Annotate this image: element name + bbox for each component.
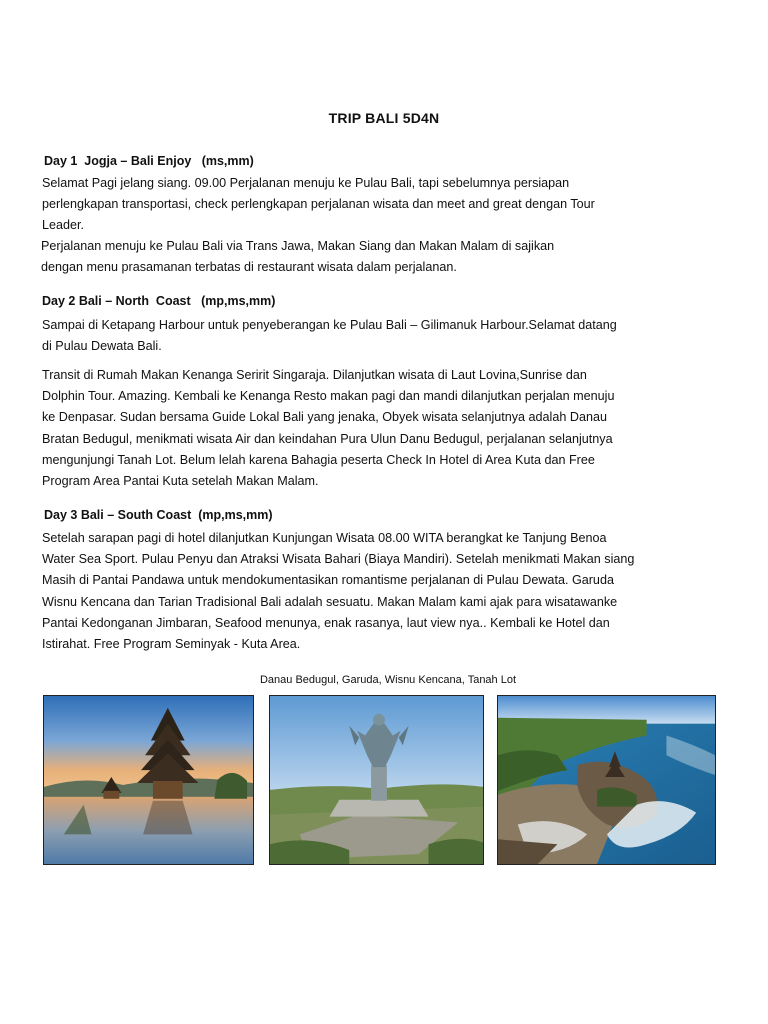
text-line: Perjalanan menuju ke Pulau Bali via Trans Jawa, Makan Siang dan Makan Malam di sajikan	[41, 239, 555, 253]
text-line: dengan menu prasamanan terbatas di restaurant wisata dalam perjalanan.	[41, 260, 457, 275]
day-2-paragraph-2	[42, 365, 622, 492]
day-1-paragraph-2	[41, 236, 621, 278]
text-line: Sampai di Ketapang Harbour untuk penyeberangan ke Pulau Bali – Gilimanuk Harbour.Selamat datang	[42, 318, 617, 332]
text-line: mengunjungi Tanah Lot. Belum lelah karena Bahagia peserta Check In Hotel di Area Kuta dan Free	[42, 452, 595, 467]
page-title: TRIP BALI 5D4N	[328, 110, 440, 126]
text-line: di Pulau Dewata Bali.	[42, 339, 162, 354]
text-line: perlengkapan transportasi, check perlengkapan perjalanan wisata dan meet and great dengan Tour	[42, 197, 595, 212]
text-line: Selamat Pagi jelang siang. 09.00 Perjalanan menuju ke Pulau Bali, tapi sebelumnya persiapan	[42, 176, 570, 190]
text-line: Pantai Kedonganan Jimbaran, Seafood menunya, enak rasanya, laut view nya.. Kembali ke Hotel dan	[42, 615, 610, 630]
day-3-heading: Day 3 Bali – South Coast (mp,ms,mm)	[44, 508, 273, 522]
day-1-paragraph-1	[42, 173, 632, 237]
text-line: Leader.	[42, 218, 85, 233]
day-2-paragraph-1	[42, 315, 622, 357]
text-line: Water Sea Sport. Pulau Penyu dan Atraksi Wisata Bahari (Biaya Mandiri). Setelah menikmati Makan siang	[42, 552, 635, 567]
photo-danau-bedugul	[43, 695, 254, 865]
photo-tanah-lot	[497, 695, 716, 865]
text-line: Program Area Pantai Kuta setelah Makan Malam.	[42, 474, 319, 489]
text-line: Setelah sarapan pagi di hotel dilanjutkan Kunjungan Wisata 08.00 WITA berangkat ke Tanjung Benoa	[42, 531, 607, 545]
text-line: Bratan Bedugul, menikmati wisata Air dan keindahan Pura Ulun Danu Bedugul, perjalanan selanjutnya	[42, 431, 613, 446]
text-line: Transit di Rumah Makan Kenanga Seririt Singaraja. Dilanjutkan wisata di Laut Lovina,Sunrise dan	[42, 368, 587, 382]
text-line: ke Denpasar. Sudan bersama Guide Lokal Bali yang jenaka, Obyek wisata selanjutnya adalah Danau	[42, 410, 607, 425]
text-line: Dolphin Tour. Amazing. Kembali ke Kenanga Resto makan pagi dan mandi dilanjutkan perjalan menuju	[42, 389, 615, 404]
day-1-heading: Day 1 Jogja – Bali Enjoy (ms,mm)	[44, 154, 254, 168]
photo-caption: Danau Bedugul, Garuda, Wisnu Kencana, Tanah Lot	[259, 674, 517, 686]
text-line: Wisnu Kencana dan Tarian Tradisional Bali adalah sesuatu. Makan Malam kami ajak para wisatawanke	[42, 594, 618, 609]
photo-garuda-wisnu-kencana	[269, 695, 484, 865]
text-line: Istirahat. Free Program Seminyak - Kuta Area.	[42, 637, 301, 652]
day-3-paragraph-1	[42, 528, 657, 655]
text-line: Masih di Pantai Pandawa untuk mendokumentasikan romantisme perjalanan di Pulau Dewata. Garuda	[42, 573, 614, 588]
day-2-heading: Day 2 Bali – North Coast (mp,ms,mm)	[42, 294, 276, 308]
